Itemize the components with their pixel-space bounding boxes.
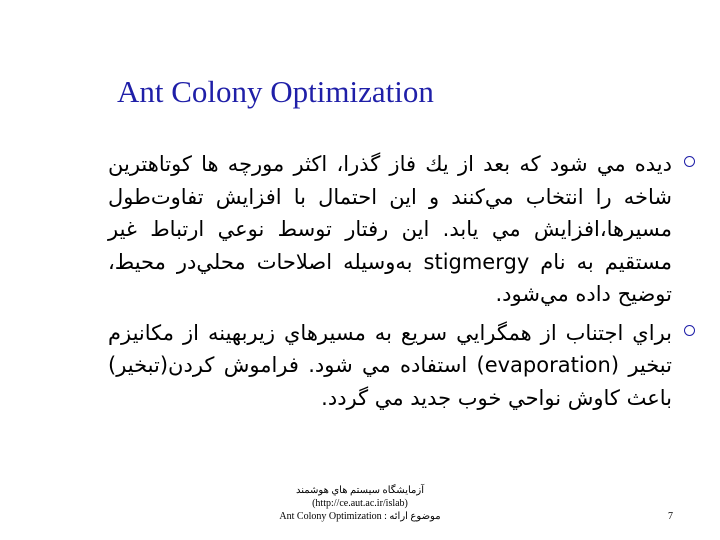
circle-bullet-icon (684, 156, 695, 167)
bullet-text: ديده مي شود كه بعد از يك فاز گذرا، اكثر مورچه ها كوتاهترين شاخه را انتخاب مي‌كنند و اين احتمال با افزايش تفاوت‌طول مسيرها،‌افزايش مي يابد. اين رفتار توسط نوعي ارتباط غير مستقيم به نام stigmergy ‌به‌وسيله اصلاحات محلي‌در محيط، توضيح داده مي‌شود. (108, 152, 672, 306)
circle-bullet-icon (684, 325, 695, 336)
footer-url: (http://ce.aut.ac.ir/islab) (312, 498, 408, 509)
bullet-item (108, 148, 708, 311)
bullet-text: براي اجتناب از همگرايي سريع به مسيرهاي زيربهينه از مكانيزم تبخير (evaporation) استفاده مي شود. فراموش كردن‌(تبخير) باعث كاوش نواحي خوب جديد مي گردد. (108, 320, 672, 410)
footer-topic: موضوع ارائه : Ant Colony Optimization (279, 511, 441, 522)
slide-footer (190, 484, 530, 523)
page-number: 7 (668, 511, 673, 522)
footer-lab-name: آزمايشگاه سيستم هاي هوشمند (295, 485, 425, 496)
bullet-item (108, 317, 708, 415)
bullet-list (108, 148, 708, 414)
slide-title: Ant Colony Optimization (117, 74, 434, 109)
